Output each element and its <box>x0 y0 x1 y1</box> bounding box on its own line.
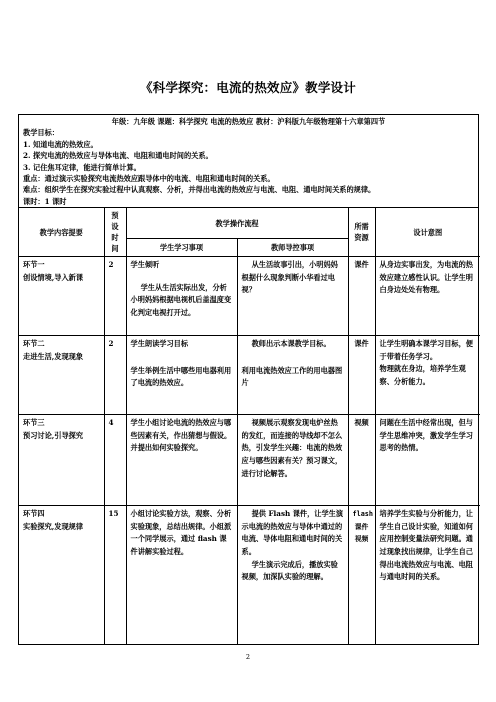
learn-body: 学生小组讨论电流的热效应与哪些因素有关，作出猜想与假设。并提出如何实验探究。 <box>130 418 232 453</box>
lesson-plan-frame <box>18 114 479 645</box>
objectives-label: 教学目标： <box>23 128 59 138</box>
table-row <box>19 506 480 644</box>
step-title: 预习讨论,引导探究 <box>23 430 84 440</box>
intent-cell: 培养学生实验与分析能力，让学生自己设计实验，知道如何应用控制变量法研究问题。通过现象找出规律，让学生自己得出电流热效应与电流、电阻与通电时间的关系。 <box>375 506 480 644</box>
header-content: 教学内容提要 <box>19 208 104 257</box>
header-guide: 教师导控事项 <box>237 239 348 257</box>
intent-cell: 问题在生活中经常出现，但与学生思维冲突，激发学生学习思考的热情。 <box>375 415 480 506</box>
learn-body: 学生举例生活中哪些用电器利用了电流的热效应。 <box>130 365 232 388</box>
time-cell: 2 <box>104 336 126 415</box>
header-process: 教学操作流程 <box>126 208 348 238</box>
lesson-table <box>19 208 480 644</box>
time-cell: 4 <box>104 415 126 506</box>
header-intent: 设计意图 <box>375 208 480 257</box>
table-row <box>19 336 480 415</box>
guide-text: 学生演示完成后，播放实验视频，加深队实验的理解。 <box>241 559 338 582</box>
time-cell: 2 <box>104 257 126 336</box>
learn-body: 学生从生活实际出发，分析小明妈妈根据电视机后盖温度变化判定电视打开过。 <box>130 282 232 318</box>
difficulty: 难点：组织学生在探究实验过程中认真观察、分析，并得出电流的热效应与电流、电阻、通电时间关系的规律。 <box>23 185 376 195</box>
resource-cell: 视频 <box>348 415 375 506</box>
step-title: 实验探究,发现规律 <box>23 521 84 531</box>
guide-text: 从生活故事引出，小明妈妈根据什么现象判断小华看过电视？ <box>241 260 338 295</box>
lesson-info-block <box>19 115 478 208</box>
table-row <box>19 257 480 336</box>
intent-text: 让学生明确本课学习目标，便于带着任务学习。 <box>379 339 473 361</box>
objective-item: 2. 探究电流的热效应与导体电流、电阻和通电时间的关系。 <box>23 151 213 161</box>
step-label: 环节一 <box>23 260 45 270</box>
step-title: 走进生活,发现现象 <box>23 351 84 361</box>
resource-cell: 课件 <box>348 336 375 415</box>
resource-cell: flash 课件 视频 <box>348 506 375 644</box>
guide-text: 利用电流热效应工作的用电器图片 <box>241 365 343 388</box>
learn-head: 学生倾听 <box>130 260 160 270</box>
guide-text: 视频展示观察发现电炉丝热的发红，而连接的导线却不怎么热，引发学生兴趣：电流的热效应与哪些因素有关？预习课文，进行讨论解答。 <box>241 418 343 478</box>
objective-item: 3. 记住焦耳定律，能进行简单计算。 <box>23 162 141 172</box>
step-label: 环节二 <box>23 339 45 349</box>
intent-cell: 从身边实事出发，为电流的热效应建立感性认识。让学生明白身边处处有物理。 <box>375 257 480 336</box>
objective-item: 1. 知道电流的热效应。 <box>23 139 98 149</box>
guide-text: 提供 Flash 课件，让学生演示电流的热效应与导体中通过的电流、导体电阻和通电时间的关系。 <box>241 509 344 557</box>
step-title: 创设情境,导入新课 <box>23 272 84 282</box>
class-period: 课时：1 课时 <box>23 196 67 206</box>
resource-cell: 课件 <box>348 257 375 336</box>
header-time: 预设时间 <box>104 208 126 257</box>
step-label: 环节三 <box>23 418 45 428</box>
learn-body: 小组讨论实验方法，观察、分析实验现象，总结出规律。小组派一个同学展示，通过 flash 课件讲解实验过程。 <box>130 509 232 557</box>
table-row <box>19 415 480 506</box>
header-learn: 学生学习事项 <box>126 239 237 257</box>
header-line: 年级：九年级 课题：科学探究 电流的热效应 教材：沪科版九年级物理第十六章第四节 <box>111 117 386 126</box>
guide-head: 教师出示本课教学目标。 <box>251 339 331 349</box>
page-title: 《科学探究：电流的热效应》教学设计 <box>140 80 356 95</box>
time-cell: 15 <box>104 506 126 644</box>
page-number: 2 <box>245 653 251 661</box>
step-label: 环节四 <box>23 509 45 519</box>
learn-head: 学生朗读学习目标 <box>130 339 189 349</box>
key-point: 重点：通过演示实验探究电流热效应跟导体中的电流、电阻和通电时间的关系。 <box>23 174 275 184</box>
intent-text: 物理就在身边，培养学生观察、分析能力。 <box>379 364 466 387</box>
header-resource: 所需资源 <box>348 208 375 257</box>
